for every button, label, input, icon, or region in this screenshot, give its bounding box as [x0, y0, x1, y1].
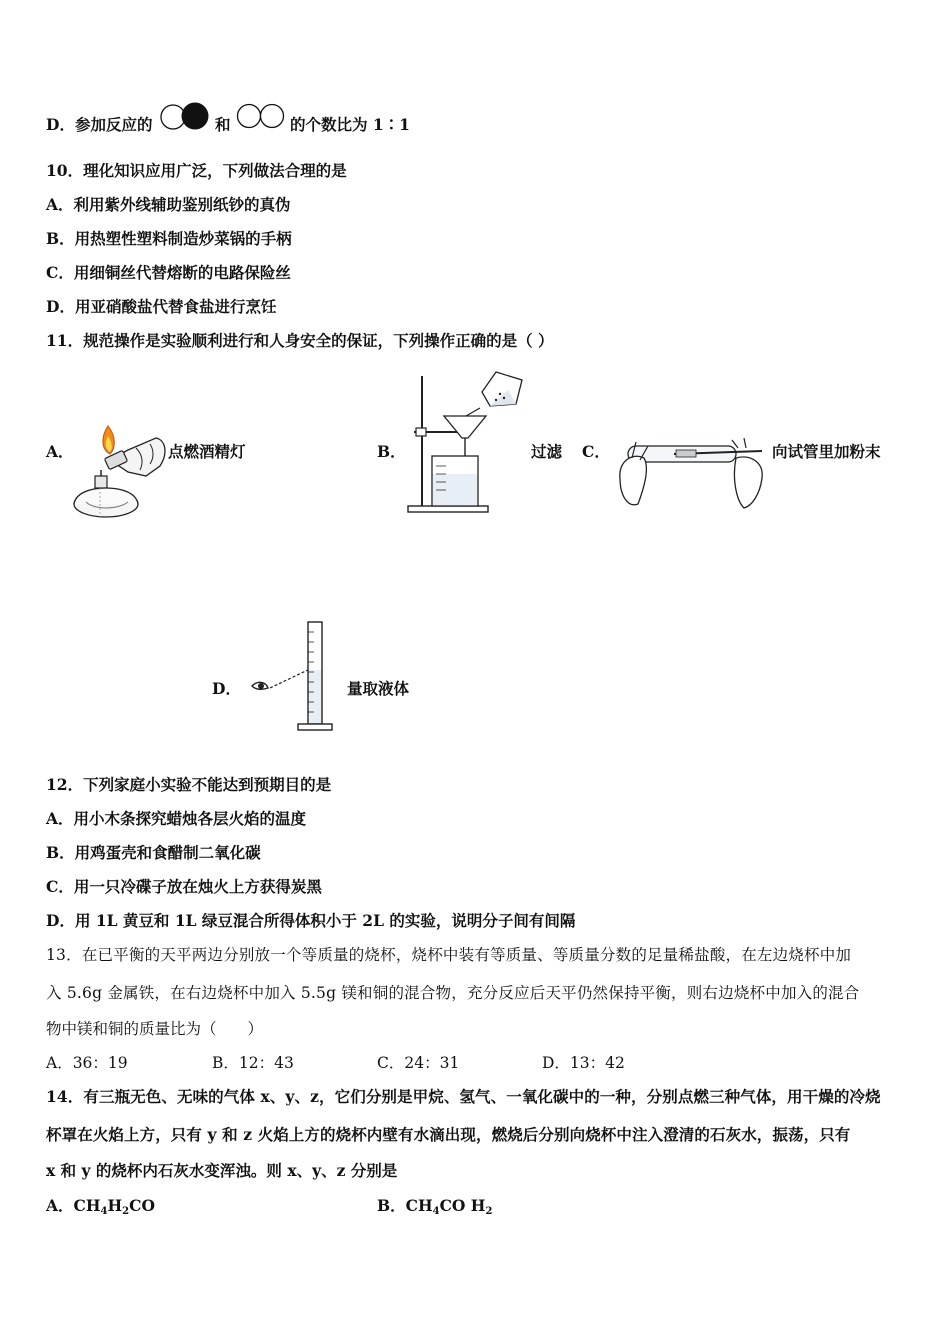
q10-stem: 10．理化知识应用广泛，下列做法合理的是: [46, 161, 347, 180]
q12-option-a: A．用小木条探究蜡烛各层火焰的温度: [46, 809, 307, 828]
molecule-icon-white-white: [236, 101, 286, 131]
q9-d-and: 和: [215, 115, 231, 134]
q11-option-d-label: 量取液体: [347, 679, 410, 698]
q12-stem: 12．下列家庭小实验不能达到预期目的是: [46, 775, 332, 794]
q11-option-a-label: 点燃酒精灯: [168, 442, 246, 461]
q11-option-c-letter: C．: [582, 442, 610, 461]
q13-option-c: C．24：31: [377, 1054, 460, 1072]
q10-option-c: C．用细铜丝代替熔断的电路保险丝: [46, 263, 291, 282]
q11-option-d-letter: D．: [212, 679, 241, 698]
q13-stem-line3: 物中镁和铜的质量比为（ ）: [46, 1020, 264, 1038]
q9-option-d: [46, 115, 152, 135]
q9-d-after: 的个数比为 1∶1: [290, 115, 410, 134]
q10-option-b: B．用热塑性塑料制造炒菜锅的手柄: [46, 229, 292, 248]
q10-option-a: A．利用紫外线辅助鉴别纸钞的真伪: [46, 195, 291, 214]
q11-option-c-label: 向试管里加粉末: [772, 442, 881, 461]
q13-stem-line1: 13．在已平衡的天平两边分别放一个等质量的烧杯，烧杯中装有等质量、等质量分数的足量稀盐酸，在左边烧杯中加: [46, 946, 852, 964]
q9-d-letter: D．: [46, 115, 75, 134]
q14-stem-line2: 杯罩在火焰上方，只有 y 和 z 火焰上方的烧杯内壁有水滴出现，燃烧后分别向烧杯中注入澄清的石灰水，振荡，只有: [46, 1125, 851, 1144]
q9-d-before: 参加反应的: [74, 115, 153, 134]
q11-stem: 11．规范操作是实验顺利进行和人身安全的保证，下列操作正确的是（ ）: [46, 331, 554, 350]
q14-option-b: B．$CH_4CO$ $H_2$: [377, 1196, 493, 1217]
q12-option-c: C．用一只冷碟子放在烛火上方获得炭黑: [46, 877, 322, 896]
measuring-cylinder-reading-icon: [244, 618, 336, 734]
test-tube-powder-icon: [614, 438, 770, 512]
q12-option-d: D．用 1L 黄豆和 1L 绿豆混合所得体积小于 2L 的实验，说明分子间有间隔: [46, 911, 576, 930]
alcohol-lamp-lighting-icon: [70, 414, 170, 522]
q13-option-d: D．13：42: [542, 1054, 625, 1072]
filtration-apparatus-icon: [404, 370, 526, 516]
q12-option-b: B．用鸡蛋壳和食醋制二氧化碳: [46, 843, 261, 862]
q13-option-a: A．36：19: [46, 1054, 128, 1072]
q13-option-b: B．12：43: [212, 1054, 294, 1072]
q11-option-a-letter: A．: [46, 442, 74, 461]
q10-option-d: D．用亚硝酸盐代替食盐进行烹饪: [46, 297, 277, 316]
molecule-icon-white-black: [158, 101, 212, 133]
q13-stem-line2: 入 5.6g 金属铁，在右边烧杯中加入 5.5g 镁和铜的混合物，充分反应后天平仍然保持平衡，则右边烧杯中加入的混合: [46, 984, 860, 1002]
q14-stem-line1: 14．有三瓶无色、无味的气体 x、y、z，它们分别是甲烷、氢气、一氧化碳中的一种，分别点燃三种气体，用干燥的冷烧: [46, 1087, 881, 1106]
q14-stem-line3: x 和 y 的烧杯内石灰水变浑浊。则 x、y、z 分别是: [46, 1161, 398, 1180]
q14-option-a: A．$CH_4H_2CO$: [46, 1196, 155, 1217]
q11-option-b-label: 过滤: [531, 442, 563, 461]
q11-option-b-letter: B．: [377, 442, 406, 461]
